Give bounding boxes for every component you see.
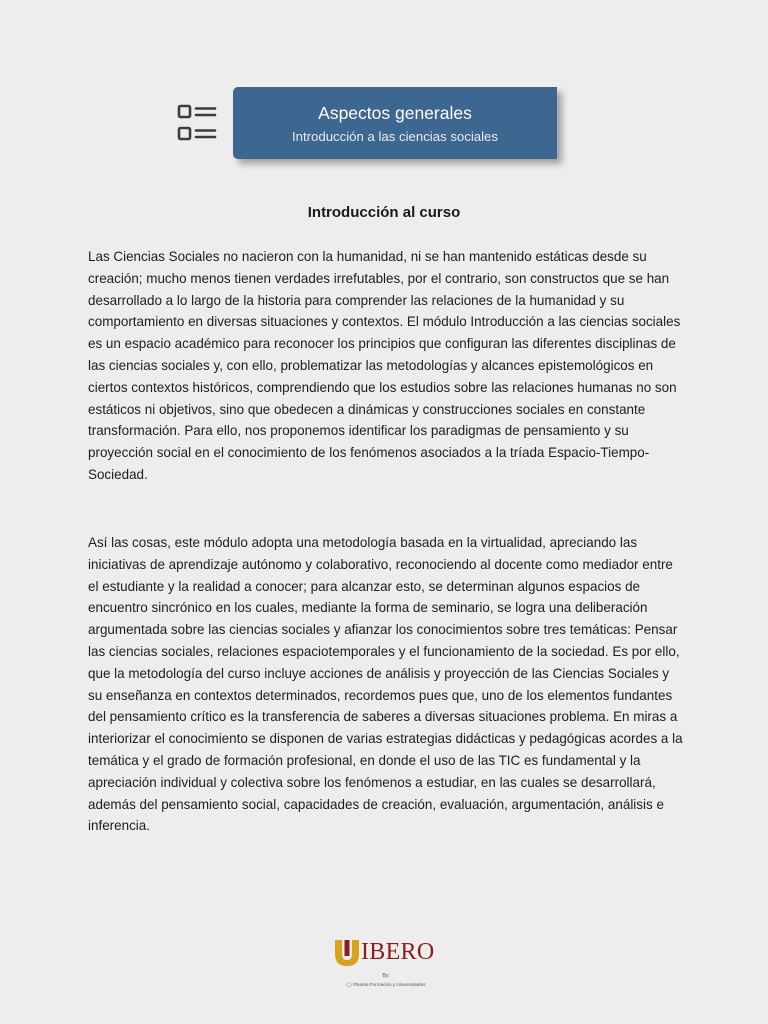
planeta-globe-icon: ◯ (346, 982, 352, 987)
section-title: Introducción al curso (307, 204, 461, 221)
ibero-logo-mark-icon (334, 939, 360, 967)
logo-by-label: By: (382, 973, 390, 979)
list-icon (176, 102, 218, 144)
logo-wordmark: IBERO (361, 939, 435, 965)
logo-group-name: Planeta Formación y Universidades (352, 982, 426, 987)
header-title: Aspectos generales (318, 103, 472, 123)
logo-group-label (334, 982, 438, 988)
paragraph-methodology: Así las cosas, este módulo adopta una metodología basada en la virtualidad, apreciando las iniciativas de aprendizaje autónomo y colaborativo, reconociendo al docente como mediador entre el estudiante y la realidad a conocer; para alcanzar esto, se determinan algunos espacios de encuentro sincrónico en los cuales, mediante la forma de seminario, se logra una deliberación argumentada sobre las ciencias sociales y afianzar los conocimientos sobre tres temáticas: Pensar las ciencias sociales, relaciones espaciotemporales y el funcionamiento de la sociedad. Es por ello, que la metodología del curso incluye acciones de análisis y proyección de las Ciencias Sociales y su enseñanza en contextos determinados, recordemos pues que, uno de los elementos fundantes del pensamiento crítico es la transferencia de saberes a diversas situaciones problema. En miras a interiorizar el conocimiento se disponen de varias estrategias didácticas y pedagógicas acordes a la temática y el grado de formación profesional, en donde el uso de las TIC es fundamental y la apreciación individual y colectiva sobre los fenómenos a estudiar, en las cuales se desarrollará, además del pensamiento social, capacidades de creación, evaluación, argumentación, análisis e inferencia. (88, 535, 683, 834)
paragraph-intro: Las Ciencias Sociales no nacieron con la humanidad, ni se han mantenido estáticas desde su creación; mucho menos tienen verdades irrefutables, por el contrario, son constructos que se han desarrollado a lo largo de la historia para comprender las relaciones de la humanidad y su comportamiento en diversas situaciones y contextos. El módulo Introducción a las ciencias sociales es un espacio académico para reconocer los principios que configuran las diferentes disciplinas de las ciencias sociales y, con ello, problematizar las metodologías y alcances epistemológicos en ciertos contextos históricos, comprendiendo que los estudios sobre las relaciones humanas no son estáticos ni objetivos, sino que obedecen a dinámicas y construcciones sociales en constante transformación. Para ello, nos proponemos identificar los paradigmas de pensamiento y su proyección social en el conocimiento de los fenómenos asociados a la tríada Espacio-Tiempo-Sociedad. (88, 249, 681, 482)
header-banner (233, 87, 557, 159)
header-subtitle: Introducción a las ciencias sociales (292, 129, 498, 144)
ibero-logo (334, 937, 438, 993)
